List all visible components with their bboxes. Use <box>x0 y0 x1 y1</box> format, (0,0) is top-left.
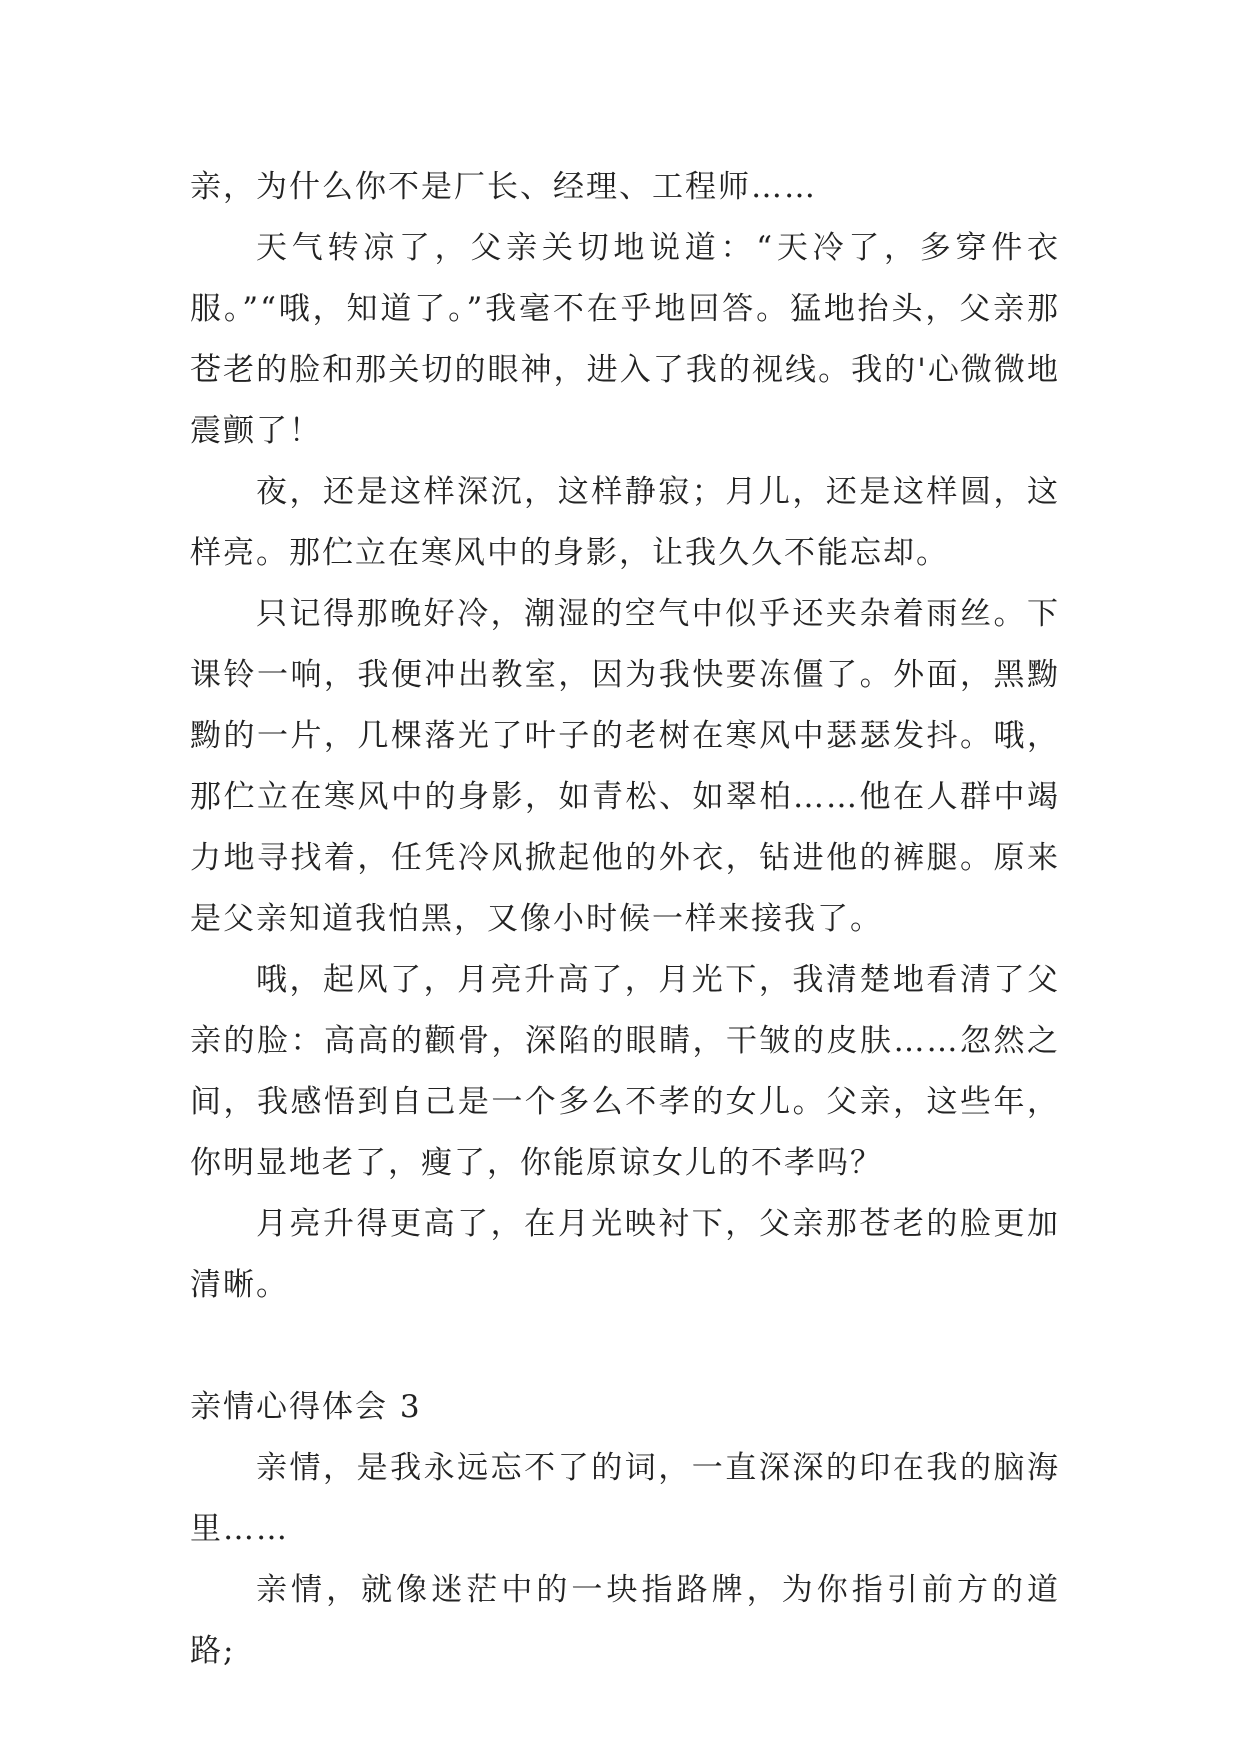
paragraph-wind-rises: 哦，起风了，月亮升高了，月光下，我清楚地看清了父亲的脸：高高的颧骨，深陷的眼睛，干皱的皮肤……忽然之间，我感悟到自己是一个多么不孝的女儿。父亲，这些年，你明显地老了，瘦了，你能原谅女儿的不孝吗？ <box>190 962 1060 1181</box>
section-spacer <box>190 1316 1060 1377</box>
paragraph-moon-higher: 月亮升得更高了，在月光映衬下，父亲那苍老的脸更加清晰。 <box>190 1206 1060 1303</box>
paragraph-continuation: 亲，为什么你不是厂长、经理、工程师…… <box>190 169 817 205</box>
paragraph-family-word: 亲情，是我永远忘不了的词，一直深深的印在我的脑海里…… <box>190 1450 1060 1547</box>
section-heading: 亲情心得体会 3 <box>190 1389 422 1425</box>
paragraph-night: 夜，还是这样深沉，这样静寂；月儿，还是这样圆，这样亮。那伫立在寒风中的身影，让我久久不能忘却。 <box>190 474 1060 571</box>
paragraph-weather-turns-cold: 天气转凉了，父亲关切地说道：“天冷了，多穿件衣服。”“哦，知道了。”我毫不在乎地回答。猛地抬头，父亲那苍老的脸和那关切的眼神，进入了我的视线。我的'心微微地震颤了！ <box>190 230 1060 449</box>
document-body <box>190 157 1060 1682</box>
paragraph-signpost: 亲情，就像迷茫中的一块指路牌，为你指引前方的道路; <box>190 1572 1060 1669</box>
paragraph-cold-evening: 只记得那晚好冷，潮湿的空气中似乎还夹杂着雨丝。下课铃一响，我便冲出教室，因为我快要冻僵了。外面，黑黝黝的一片，几棵落光了叶子的老树在寒风中瑟瑟发抖。哦，那伫立在寒风中的身影，如青松、如翠柏……他在人群中竭力地寻找着，任凭冷风掀起他的外衣，钻进他的裤腿。原来是父亲知道我怕黑，又像小时候一样来接我了。 <box>190 596 1060 937</box>
